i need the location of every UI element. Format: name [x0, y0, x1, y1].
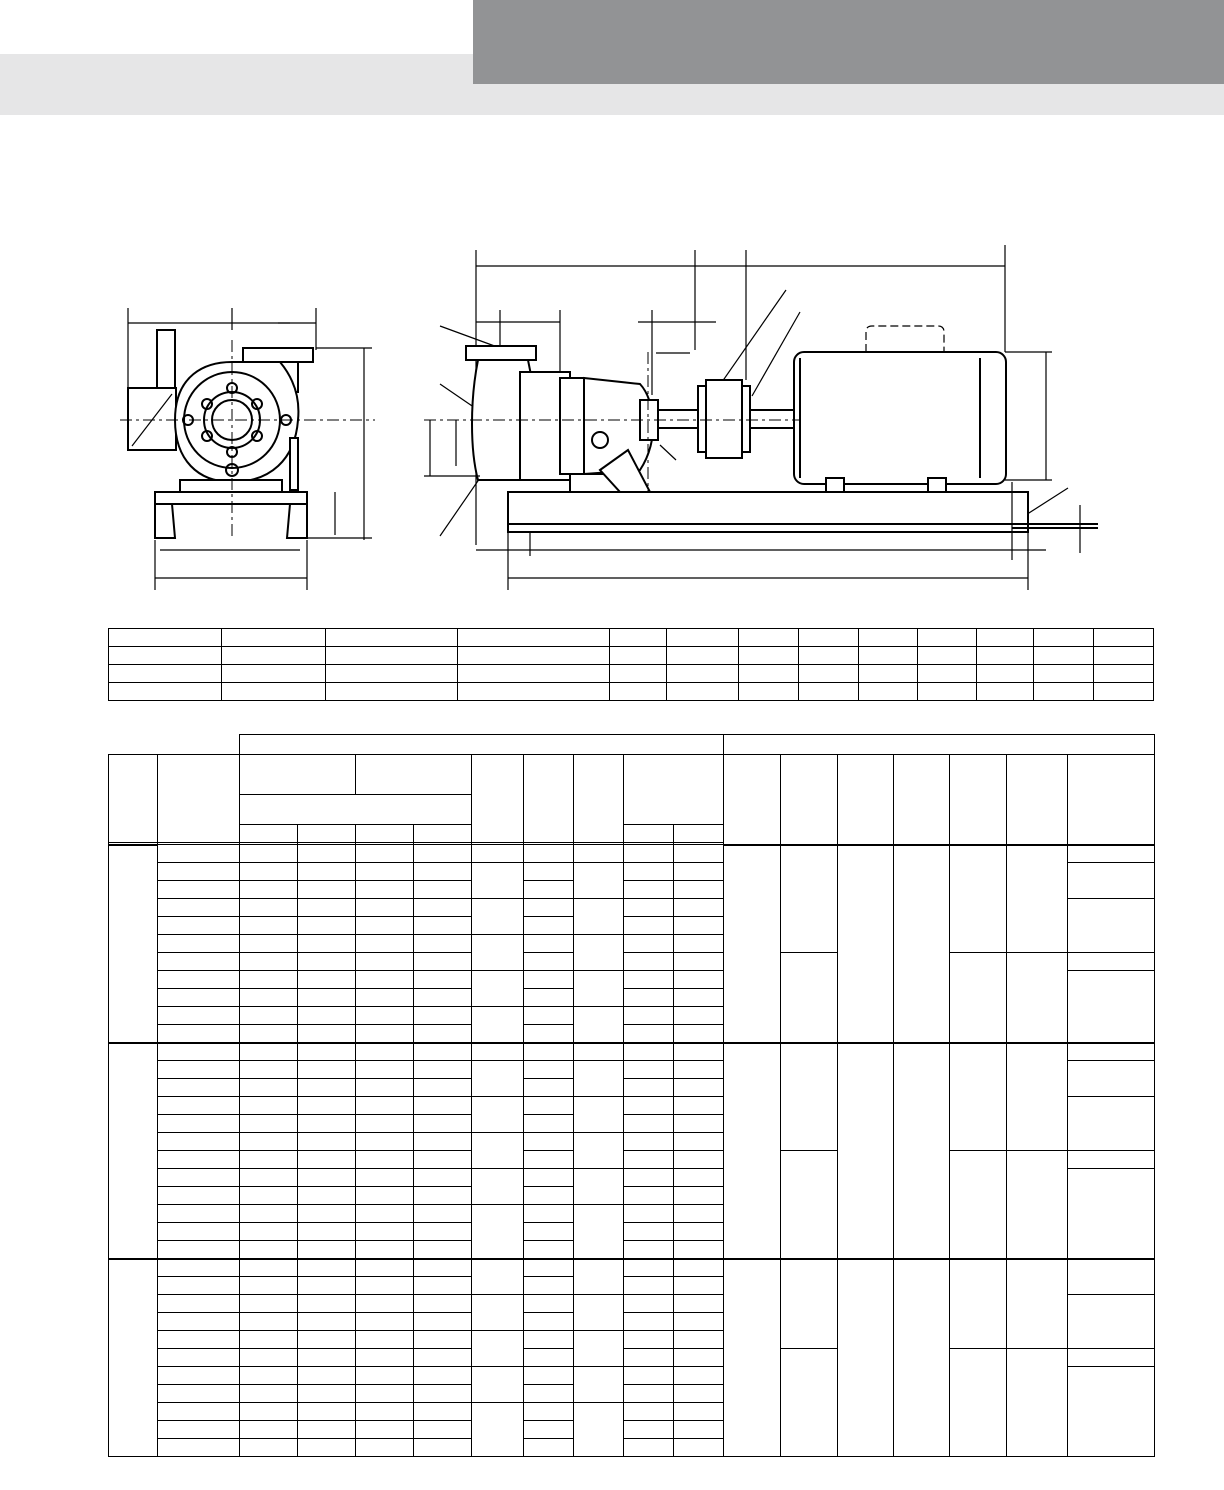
spec-row	[109, 629, 1154, 647]
table-row	[109, 1151, 1155, 1169]
spec-row	[109, 665, 1154, 683]
dimension-table	[108, 734, 1155, 1457]
spec-row	[109, 683, 1154, 701]
pump-dimension-drawing	[0, 0, 1224, 610]
table-row	[109, 845, 1155, 863]
pump-end-view	[120, 308, 375, 590]
table-row	[109, 1043, 1155, 1061]
spec-row	[109, 647, 1154, 665]
spec-table	[108, 628, 1154, 701]
dim-header-row	[109, 735, 1155, 755]
dim-header-row	[109, 755, 1155, 795]
table-row	[109, 953, 1155, 971]
table-row	[109, 1259, 1155, 1277]
table-row	[109, 1349, 1155, 1367]
pump-side-view	[424, 245, 1098, 590]
